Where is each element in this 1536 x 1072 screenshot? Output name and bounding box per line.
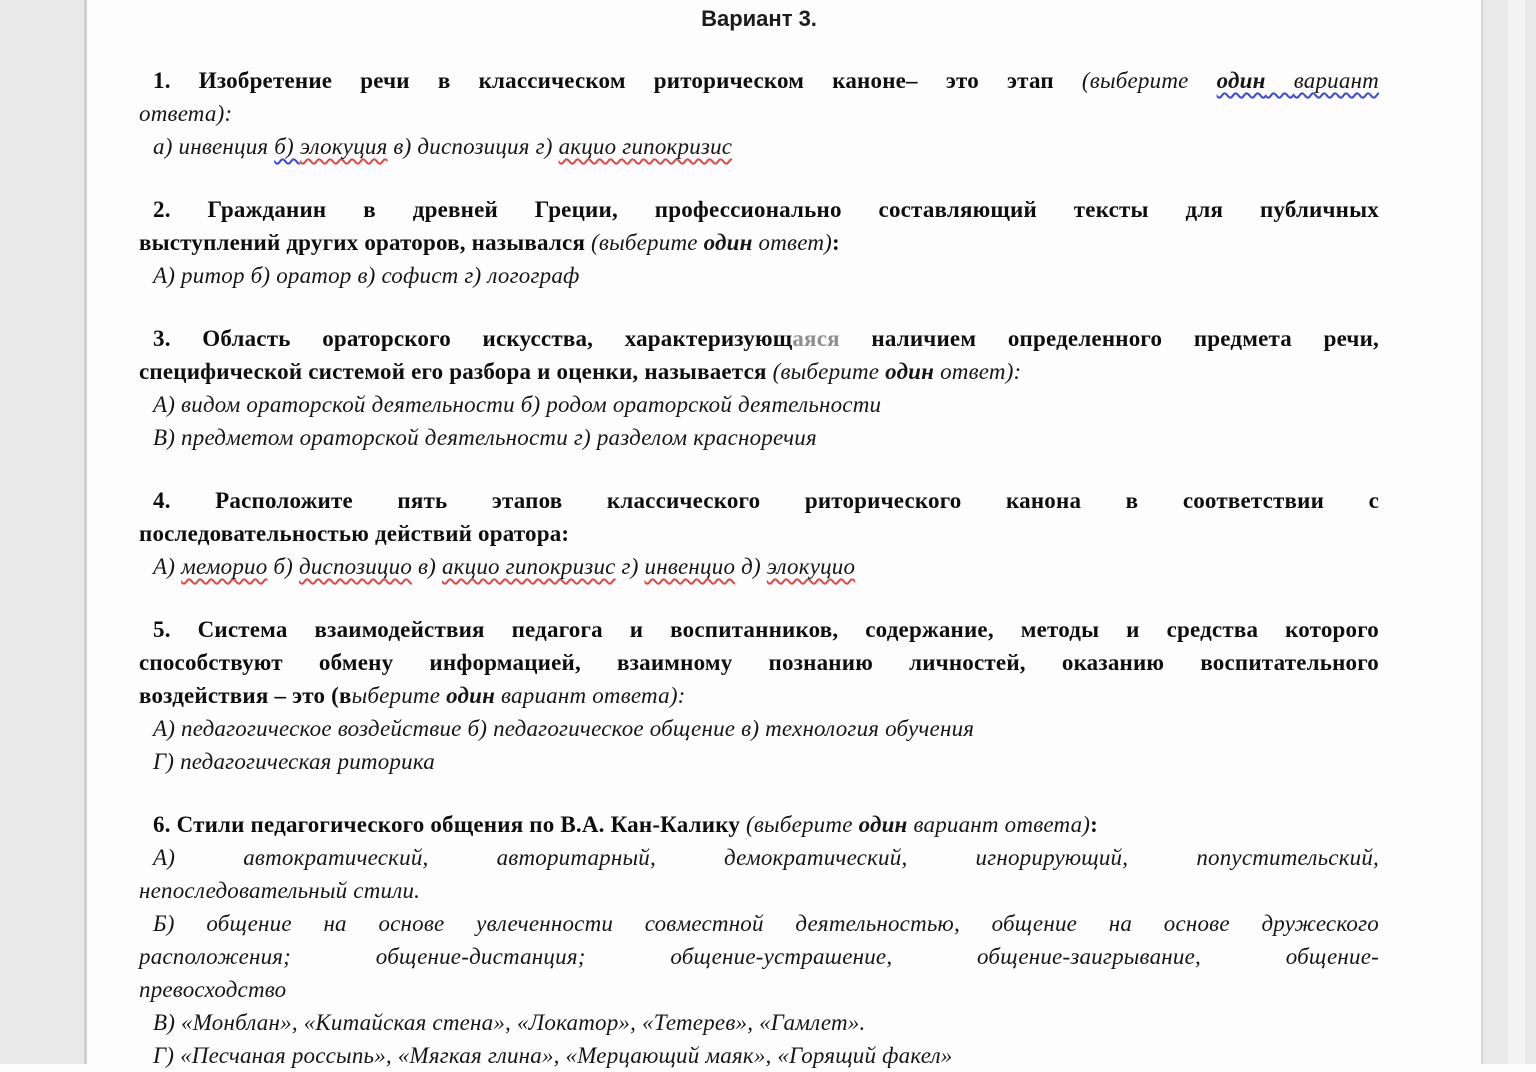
question-1 (139, 64, 1379, 163)
text-segment: расположения; общение-дистанция; общение-устрашение, общение-заигрывание, общение- (139, 944, 1379, 969)
text-segment: ыберите (351, 683, 447, 708)
question-6-option-v-line (139, 1006, 1379, 1039)
document-page (87, 0, 1481, 1068)
text-segment: в) (412, 554, 442, 579)
question-5-option-g-line (139, 745, 1379, 778)
text-segment: ответ): (934, 359, 1022, 384)
spellcheck-blue-underlined-text: б) (274, 134, 300, 159)
text-segment: аяся (792, 326, 840, 351)
question-6-option-b-line (139, 907, 1379, 940)
question-3-option-ab-line (139, 388, 1379, 421)
spellcheck-red-underlined-text: акцио гипокризис (558, 134, 733, 159)
spellcheck-blue-underlined-text: вариант (1293, 68, 1379, 93)
question-2-heading-line (139, 193, 1379, 226)
question-1-heading-line (139, 97, 1379, 130)
right-gray-margin (1481, 0, 1536, 1064)
text-segment: А) автократический, авторитарный, демократический, игнорирующий, попустительский, (153, 845, 1379, 870)
question-4-options-line (139, 550, 1379, 583)
text-segment: 5. Система взаимодействия педагога и воспитанников, содержание, методы и средства которого (153, 617, 1379, 642)
text-segment: ответа): (139, 101, 233, 126)
text-segment: превосходство (139, 977, 287, 1002)
text-segment: (выберите (591, 230, 704, 255)
text-segment: Г) педагогическая риторика (153, 749, 435, 774)
question-6-option-b-line (139, 940, 1379, 973)
text-segment: А) (153, 554, 182, 579)
question-5-heading-line (139, 679, 1379, 712)
document-text (139, 4, 1379, 1072)
spellcheck-red-underlined-text: диспозицио (299, 554, 413, 579)
question-5-option-abv-line (139, 712, 1379, 745)
text-segment: 4. Расположите пять этапов классического риторического канона в соответствии с (153, 488, 1379, 513)
text-segment: в) диспозиция г) (387, 134, 559, 159)
text-segment: (выберите (745, 812, 859, 837)
text-segment: специфической системой его разбора и оценки, называется (139, 359, 773, 384)
question-5-heading-line (139, 646, 1379, 679)
question-2 (139, 193, 1379, 292)
spellcheck-red-underlined-text: инвенцио (644, 554, 736, 579)
question-6-option-g-line (139, 1039, 1379, 1072)
text-segment: В) «Монблан», «Китайская стена», «Локатор», «Тетерев», «Гамлет». (153, 1010, 866, 1035)
text-segment: д) (735, 554, 767, 579)
question-4-heading-line (139, 517, 1379, 550)
text-segment: (выберите (1081, 68, 1217, 93)
text-segment: вариант ответа) (907, 812, 1091, 837)
text-segment: 2. Гражданин в древней Греции, профессионально составляющий тексты для публичных (153, 197, 1379, 222)
text-segment: способствуют обмену информацией, взаимному познанию личностей, оказанию воспитательного (139, 650, 1379, 675)
text-segment: а) инвенция (153, 134, 275, 159)
text-segment: В) предметом ораторской деятельности г) разделом красноречия (153, 425, 817, 450)
question-4-heading-line (139, 484, 1379, 517)
text-segment: наличием определенного предмета речи, (839, 326, 1379, 351)
question-1-options-line (139, 130, 1379, 163)
spellcheck-blue-underlined-text (1266, 68, 1294, 93)
text-segment: один (885, 359, 935, 384)
text-segment: последовательностью действий оратора: (139, 521, 570, 546)
text-segment: 1. Изобретение речи в классическом риторическом каноне– это этап (153, 68, 1082, 93)
text-segment: 6. Стили педагогического общения по В.А. Кан-Калику (153, 812, 746, 837)
question-3-heading-line (139, 322, 1379, 355)
text-segment: Б) общение на основе увлеченности совместной деятельностью, общение на основе дружеского (153, 911, 1379, 936)
text-segment: А) ритор б) оратор в) софист г) логограф (153, 263, 580, 288)
text-segment: один (858, 812, 908, 837)
question-6 (139, 808, 1379, 1072)
text-segment: А) педагогическое воздействие б) педагогическое общение в) технология обучения (153, 716, 975, 741)
left-gray-margin (0, 0, 87, 1064)
text-segment: : (1090, 812, 1098, 837)
question-3 (139, 322, 1379, 454)
text-segment: вариант ответа): (495, 683, 686, 708)
text-segment: ответ) (752, 230, 833, 255)
text-segment: (выберите (772, 359, 886, 384)
question-6-option-a-line (139, 874, 1379, 907)
question-2-options-line (139, 259, 1379, 292)
question-3-heading-line (139, 355, 1379, 388)
text-segment: непоследовательный стили. (139, 878, 421, 903)
text-segment: один (703, 230, 753, 255)
text-segment: выступлений других ораторов, назывался (139, 230, 592, 255)
question-6-option-b-line (139, 973, 1379, 1006)
text-segment: г) (615, 554, 645, 579)
question-4 (139, 484, 1379, 583)
question-6-heading-line (139, 808, 1379, 841)
text-segment: (в (331, 683, 352, 708)
question-5 (139, 613, 1379, 778)
spellcheck-blue-underlined-text: один (1216, 68, 1266, 93)
text-segment: 3. Область ораторского искусства, характеризующ (153, 326, 793, 351)
question-2-heading-line (139, 226, 1379, 259)
text-segment: : (832, 230, 840, 255)
question-1-heading-line (139, 64, 1379, 97)
text-segment: Г) «Песчаная россыпь», «Мягкая глина», «Мерцающий маяк», «Горящий факел» (153, 1043, 953, 1068)
spellcheck-red-underlined-text: акцио гипокризис (441, 554, 616, 579)
text-segment: б) (267, 554, 299, 579)
question-5-heading-line (139, 613, 1379, 646)
question-6-option-a-line (139, 841, 1379, 874)
scrollbar-track[interactable] (1508, 0, 1525, 1064)
spellcheck-red-underlined-text: элокуцио (766, 554, 856, 579)
text-segment: один (446, 683, 496, 708)
spellcheck-red-underlined-text: меморио (181, 554, 268, 579)
text-segment: воздействия – это (139, 683, 332, 708)
page-title: Вариант 3. (701, 6, 817, 31)
question-3-option-vg-line (139, 421, 1379, 454)
spellcheck-red-underlined-text: элокуция (299, 134, 388, 159)
text-segment: А) видом ораторской деятельности б) родом ораторской деятельности (153, 392, 882, 417)
